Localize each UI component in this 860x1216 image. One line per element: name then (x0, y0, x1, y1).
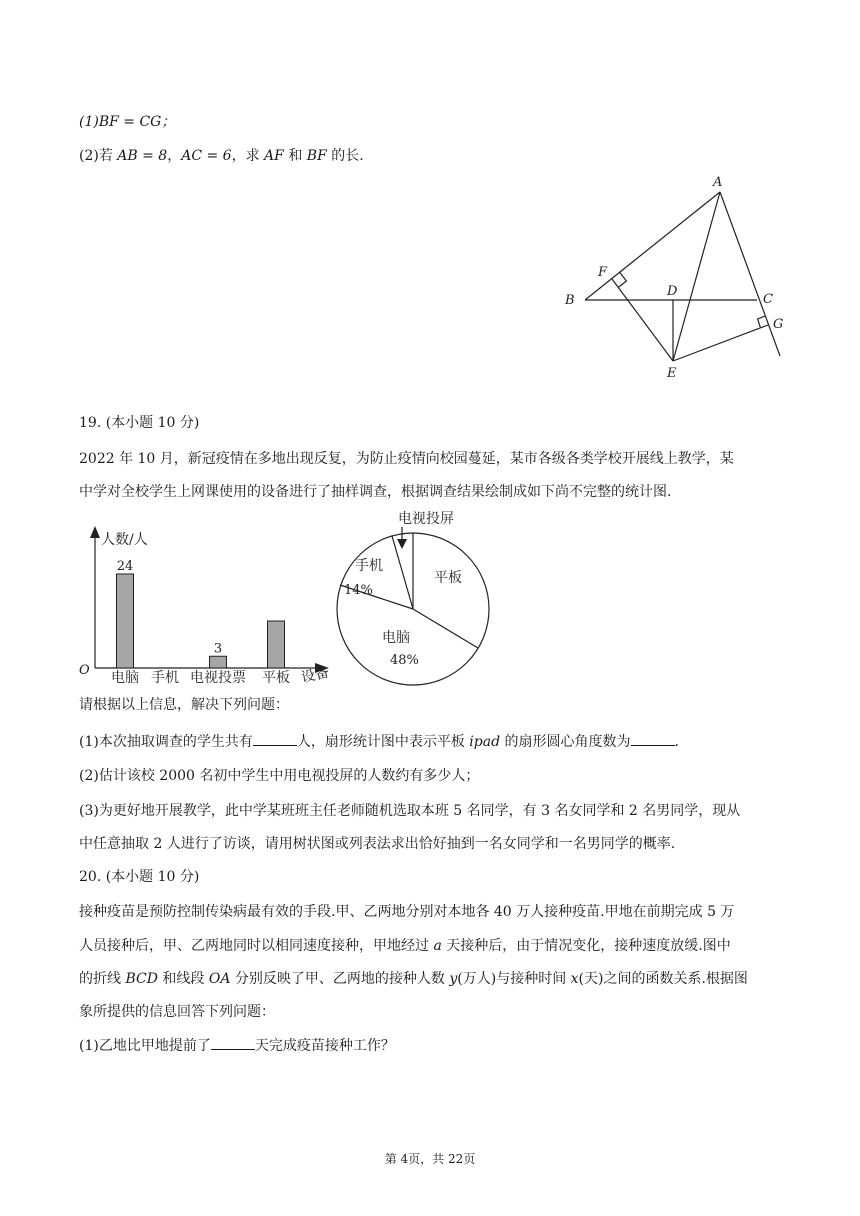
bar-3 (268, 621, 285, 668)
label-b: B (565, 293, 575, 308)
q19-sub3-line2: 中任意抽取 2 人进行了访谈，请用树状图或列表法求出恰好抽到一名女同学和一名男同学的概率. (79, 836, 676, 852)
y-axis-arrow (90, 526, 100, 538)
bars-group (111, 559, 290, 686)
x-tick-label-1: 手机 (151, 670, 179, 686)
answer-blank-angle[interactable] (631, 731, 675, 746)
q20-line2: 人员接种后，甲、乙两地同时以相同速度接种，甲地经过 a 天接种后，由于情况变化，接种速度放缓.图中 (79, 938, 731, 954)
segment-eg (673, 325, 768, 361)
origin-label: O (79, 663, 90, 678)
bar-chart (75, 522, 340, 687)
geometry-figure (555, 170, 805, 385)
page-footer: 第 4页，共 22页 (384, 1152, 476, 1166)
right-angle-f (618, 273, 626, 288)
x-tick-label-2: 电视投票 (190, 670, 246, 686)
label-f: F (598, 265, 608, 280)
q20-line4: 象所提供的信息回答下列问题： (79, 1004, 275, 1020)
slice-percent-computer: 48% (390, 653, 419, 668)
y-axis-label: 人数/人 (101, 532, 148, 548)
q18-part2: (2)若 AB = 8，AC = 6，求 AF 和 BF 的长. (79, 148, 364, 164)
bar-2 (210, 656, 227, 668)
q18-part1: (1)BF = CG； (79, 114, 176, 130)
label-e: E (667, 366, 677, 381)
q20-line1: 接种疫苗是预防控制传染病最有效的手段.甲、乙两地分别对本地各 40 万人接种疫苗.甲地在前期完成 5 万 (79, 904, 735, 920)
bar-value-label-2: 3 (213, 641, 223, 657)
q19-sub2: (2)估计该校 2000 名初中学生中用电视投屏的人数约有多少人； (79, 768, 480, 784)
slice-label-phone: 手机 (355, 558, 383, 574)
q20-sub1: (1)乙地比甲地提前了 天完成疫苗接种工作？ (79, 1035, 395, 1056)
pie-callout-label: 电视投屏 (398, 511, 454, 527)
label-d: D (667, 284, 678, 299)
q19-sub1: (1)本次抽取调查的学生共有 人，扇形统计图中表示平板 ipad 的扇形圆心角度数为 . (79, 731, 679, 752)
slice-label-ipad: 平板 (434, 570, 462, 586)
q19-intro-line1: 2022 年 10 月，新冠疫情在多地出现反复，为防止疫情向校园蔓延，某市各级各类学校开展线上教学，某 (79, 451, 734, 467)
label-c: C (763, 292, 773, 307)
segment-ae (673, 192, 720, 361)
x-tick-label-0: 电脑 (111, 670, 139, 686)
x-tick-label-3: 平板 (262, 670, 290, 686)
label-a: A (713, 175, 723, 190)
segment-ab (585, 192, 720, 300)
bar-value-label-0: 24 (116, 559, 134, 574)
q20-line3: 的折线 BCD 和线段 OA 分别反映了甲、乙两地的接种人数 y(万人)与接种时间 x(天)之间的函数关系.根据图 (79, 971, 748, 987)
answer-blank-count[interactable] (253, 731, 297, 746)
q19-header: 19. (本小题 10 分) (79, 415, 200, 431)
pie-chart (330, 505, 500, 690)
q20-header: 20. (本小题 10 分) (79, 869, 200, 885)
slice-label-computer: 电脑 (382, 630, 410, 646)
segment-fe (612, 279, 673, 361)
x-axis-label: 设备 (299, 664, 331, 687)
label-g: G (773, 317, 784, 332)
slice-percent-phone: 14% (344, 583, 373, 598)
q19-intro-line2: 中学对全校学生上网课使用的设备进行了抽样调查，根据调查结果绘制成如下尚不完整的统计图. (79, 484, 672, 500)
q19-sub3-line1: (3)为更好地开展教学，此中学某班班主任老师随机选取本班 5 名同学，有 3 名女同学和 2 名男同学，现从 (79, 803, 741, 819)
q19-prompt: 请根据以上信息，解决下列问题： (79, 697, 289, 713)
answer-blank-days[interactable] (211, 1035, 255, 1050)
bar-0 (117, 574, 134, 668)
